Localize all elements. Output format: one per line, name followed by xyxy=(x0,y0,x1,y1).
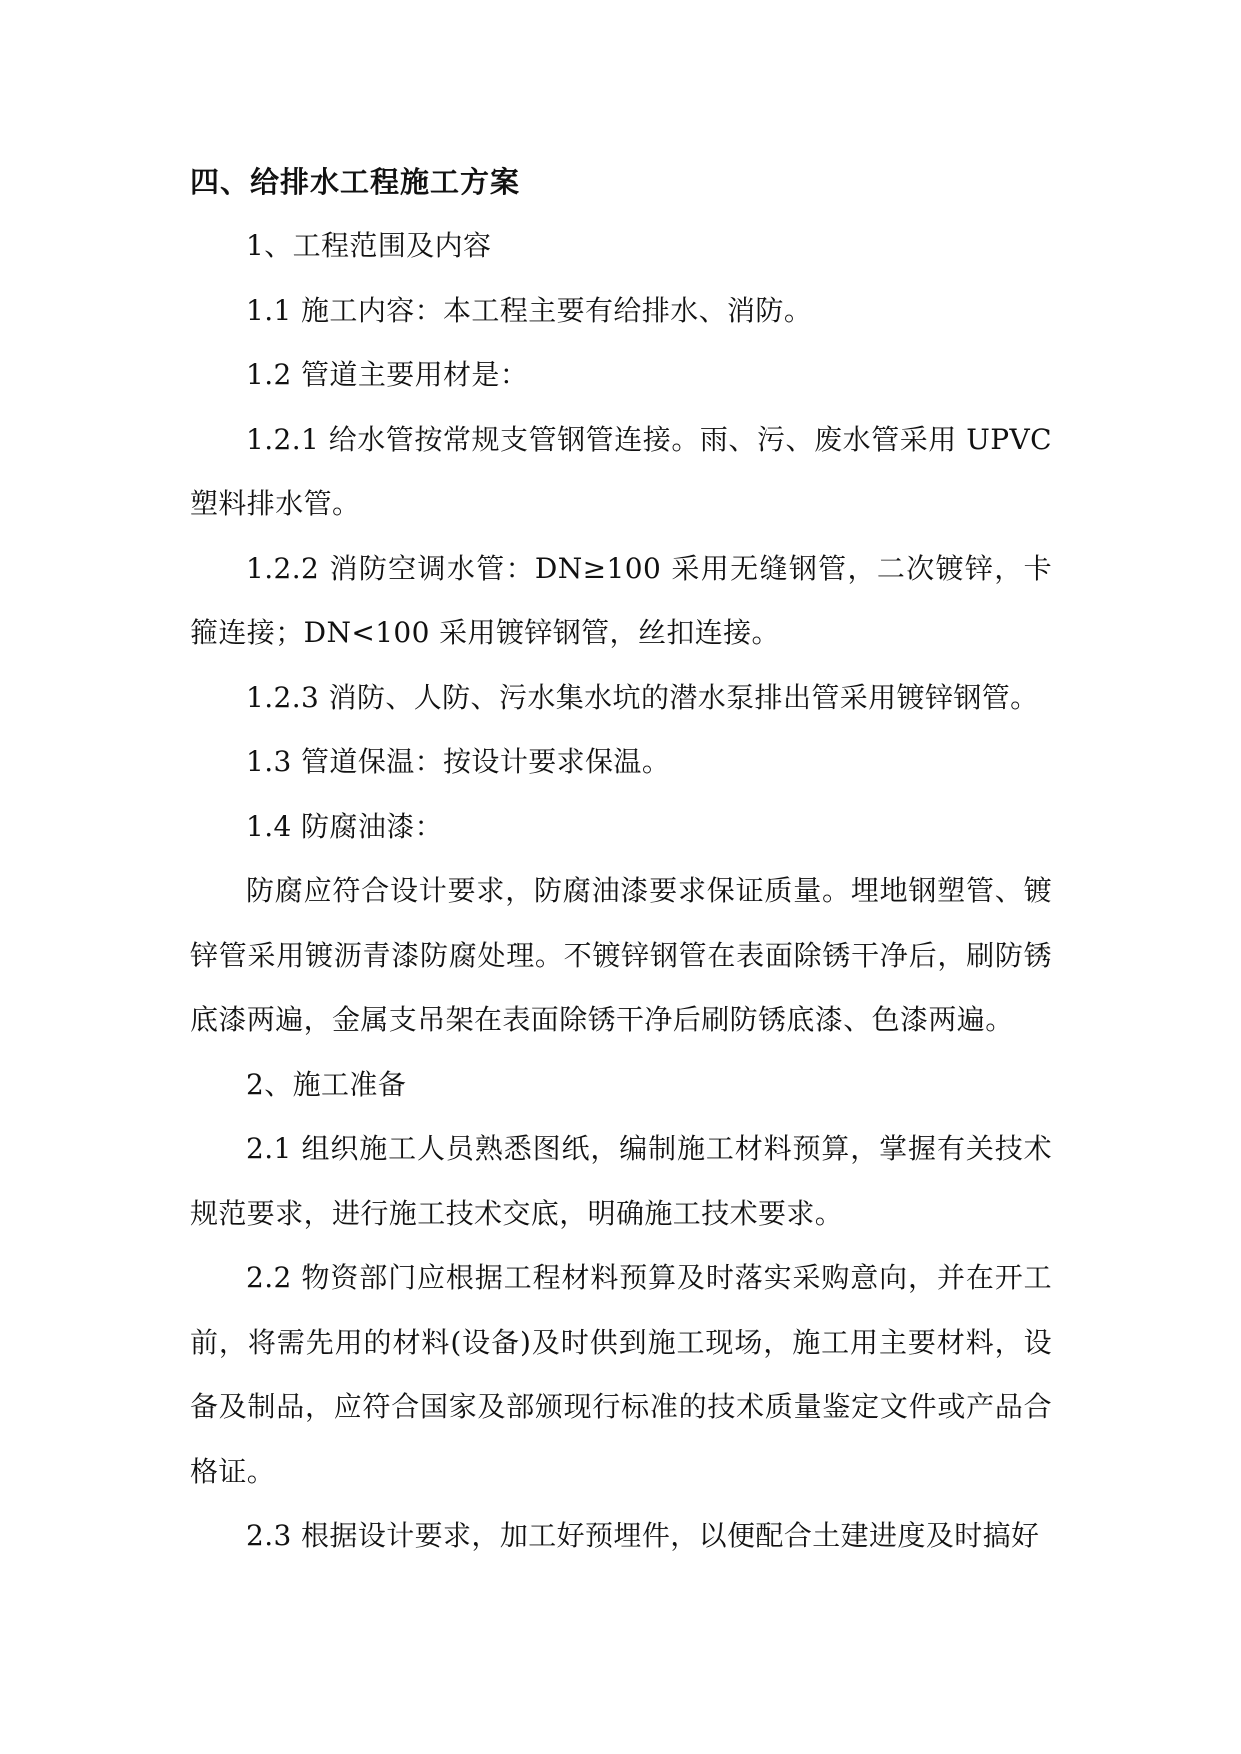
section-heading: 四、给排水工程施工方案 xyxy=(190,165,521,199)
paragraph-construction-content: 1.1 施工内容：本工程主要有给排水、消防。 xyxy=(246,293,813,327)
paragraph-scope-title: 1、工程范围及内容 xyxy=(246,229,492,262)
paragraph-water-supply-pipe: 1.2.1 给水管按常规支管钢管连接。雨、污、废水管采用 UPVC 塑料排水管。 xyxy=(190,422,1052,520)
paragraph-fire-ac-pipe: 1.2.2 消防空调水管：DN≥100 采用无缝钢管，二次镀锌，卡箍连接；DN<100 采用镀锌钢管，丝扣连接。 xyxy=(190,551,1052,649)
document-body xyxy=(190,150,1052,1569)
paragraph-anticorrosion-title: 1.4 防腐油漆： xyxy=(246,809,444,843)
paragraph-pump-discharge-pipe: 1.2.3 消防、人防、污水集水坑的潜水泵排出管采用镀锌钢管。 xyxy=(246,680,1039,714)
paragraph-preparation-title: 2、施工准备 xyxy=(246,1067,407,1101)
paragraph-pipe-materials: 1.2 管道主要用材是： xyxy=(246,358,529,391)
paragraph-staff-preparation: 2.1 组织施工人员熟悉图纸，编制施工材料预算，掌握有关技术规范要求，进行施工技术交底，明确施工技术要求。 xyxy=(190,1132,1052,1230)
paragraph-material-procurement: 2.2 物资部门应根据工程材料预算及时落实采购意向，并在开工前，将需先用的材料(设备)及时供到施工现场，施工用主要材料，设备及制品，应符合国家及部颁现行标准的技术质量鉴定文件或产品合格证。 xyxy=(190,1261,1052,1488)
paragraph-embedded-parts: 2.3 根据设计要求，加工好预埋件，以便配合土建进度及时搞好 xyxy=(246,1519,1040,1552)
paragraph-anticorrosion-detail: 防腐应符合设计要求，防腐油漆要求保证质量。埋地钢塑管、镀锌管采用镀沥青漆防腐处理。不镀锌钢管在表面除锈干净后，刷防锈底漆两遍，金属支吊架在表面除锈干净后刷防锈底漆、色漆两遍。 xyxy=(190,874,1052,1036)
paragraph-pipe-insulation: 1.3 管道保温：按设计要求保温。 xyxy=(246,745,671,778)
